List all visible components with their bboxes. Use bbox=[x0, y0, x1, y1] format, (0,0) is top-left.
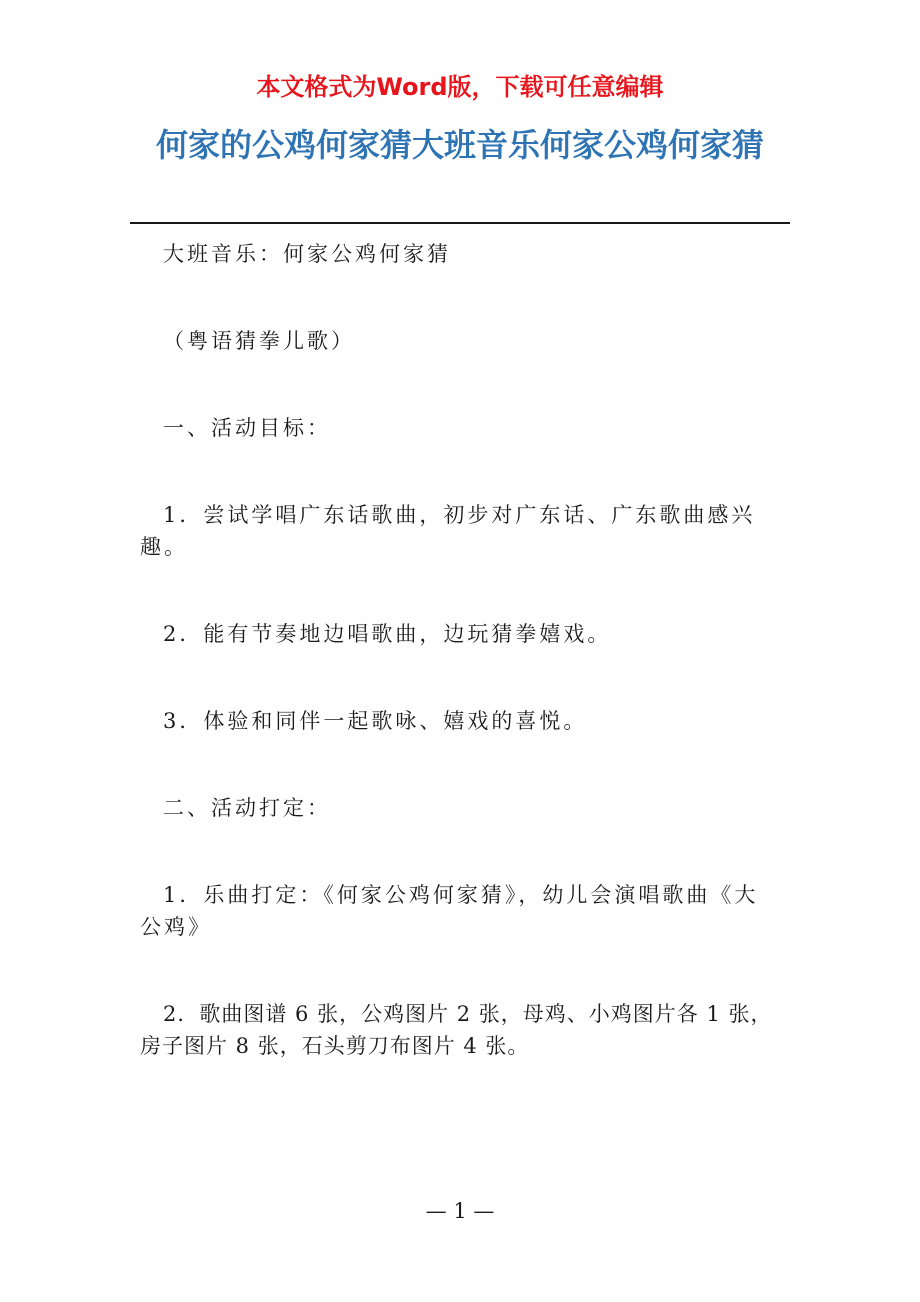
genre-note-paragraph: （粤语猜拳儿歌） bbox=[163, 329, 355, 353]
goal-item-3: 3．体验和同伴一起歌咏、嬉戏的喜悦。 bbox=[163, 709, 588, 733]
section-heading-goals: 一、活动目标： bbox=[163, 416, 331, 440]
subtitle-paragraph: 大班音乐：何家公鸡何家猜 bbox=[163, 242, 451, 266]
page-number: — 1 — bbox=[425, 1199, 495, 1223]
preparation-item-1: 1．乐曲打定：《何家公鸡何家猜》，幼儿会演唱歌曲《大公鸡》 bbox=[140, 883, 759, 939]
document-body bbox=[140, 238, 782, 1117]
preparation-item-2: 2．歌曲图谱 6 张，公鸡图片 2 张，母鸡、小鸡图片各 1 张，房子图片 8 张，石头剪刀布图片 4 张。 bbox=[140, 1002, 773, 1058]
section-heading-preparation: 二、活动打定： bbox=[163, 796, 331, 820]
title-divider bbox=[130, 222, 790, 224]
goal-item-1: 1．尝试学唱广东话歌曲，初步对广东话、广东歌曲感兴趣。 bbox=[140, 503, 756, 559]
document-title: 何家的公鸡何家猜大班音乐何家公鸡何家猜 bbox=[155, 126, 764, 164]
format-notice: 本文格式为Word版，下载可任意编辑 bbox=[256, 73, 664, 101]
goal-item-2: 2．能有节奏地边唱歌曲，边玩猜拳嬉戏。 bbox=[163, 622, 612, 646]
